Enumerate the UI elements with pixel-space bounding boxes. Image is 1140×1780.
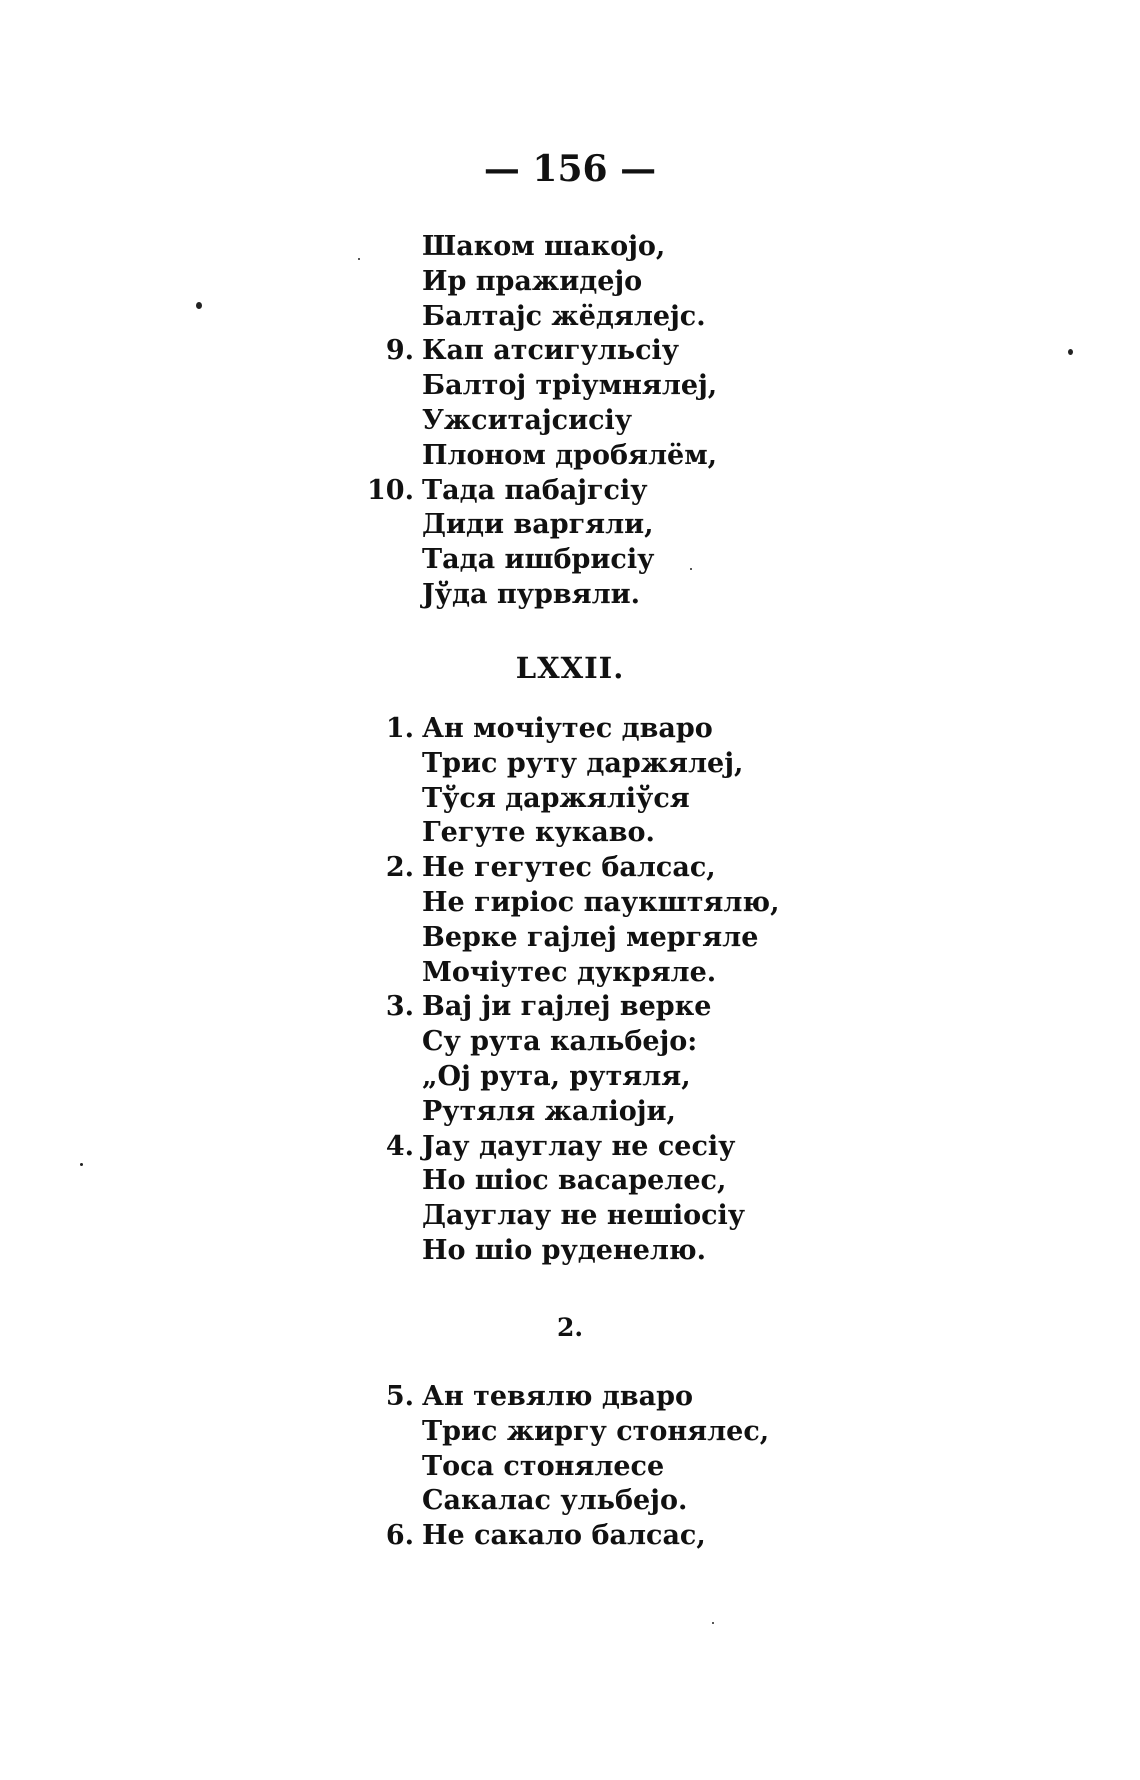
verse-line (360, 439, 880, 474)
verse-number: 3. (385, 991, 414, 1023)
section-heading: LXXII. (515, 651, 625, 685)
verse-text: Тада пабајгсіу (422, 474, 648, 506)
verse-line (360, 782, 880, 817)
verse-text: Плоном дробялём, (422, 439, 718, 471)
scan-speck (1068, 349, 1073, 355)
verse-text: Гегуте кукаво. (422, 817, 655, 849)
verse-block-2 (360, 712, 880, 1269)
verse-line (360, 474, 880, 509)
verse-line (360, 921, 880, 956)
verse-line (360, 369, 880, 404)
verse-text: Рутяля жаліоји, (422, 1095, 676, 1127)
verse-text: Не гегутес балсас, (422, 852, 716, 884)
verse-text: Тада ишбрисіу (422, 544, 655, 576)
verse-line (360, 578, 880, 613)
verse-text: Шаком шакојо, (422, 231, 666, 262)
verse-line (360, 1380, 880, 1415)
subsection-heading: 2. (556, 1313, 584, 1342)
verse-line (360, 508, 880, 543)
verse-line (360, 543, 880, 578)
verse-text: Кап атсигульсіу (422, 335, 680, 367)
verse-number: 10. (367, 474, 414, 506)
verse-line (360, 230, 880, 265)
verse-text: Вај ји гајлеј верке (422, 991, 712, 1023)
verse-text: Трис жиргу стонялес, (422, 1415, 770, 1447)
verse-line (360, 1234, 880, 1269)
verse-text: Ир пражидејо (422, 265, 643, 297)
verse-number: 1. (385, 713, 414, 744)
verse-line (360, 1060, 880, 1095)
verse-number: 4. (385, 1130, 414, 1162)
verse-number: 2. (385, 852, 414, 884)
verse-text: Не гиріос паукштялю, (422, 886, 780, 918)
verse-line (360, 747, 880, 782)
verse-text: Ан мочіутес дваро (422, 713, 713, 744)
scan-speck (690, 568, 692, 570)
verse-block-3 (360, 1380, 880, 1554)
verse-line (360, 956, 880, 991)
verse-number: 9. (385, 335, 414, 367)
verse-text: Сакалас ульбејо. (422, 1485, 688, 1517)
verse-line (360, 1164, 880, 1199)
verse-line (360, 712, 880, 747)
verse-line (360, 404, 880, 439)
verse-line (360, 816, 880, 851)
verse-text: Дауглау не нешіосіу (422, 1200, 746, 1232)
page-number: — 156 — (483, 148, 657, 190)
verse-text: Тоса стонялесе (422, 1450, 665, 1482)
verse-number: 6. (385, 1520, 414, 1552)
verse-line (360, 300, 880, 335)
verse-line (360, 1130, 880, 1165)
verse-line (360, 1484, 880, 1519)
scan-speck (80, 1163, 83, 1166)
verse-text: Ужситајсисіу (422, 404, 633, 436)
verse-text: Јўда пурвяли. (422, 578, 641, 610)
scan-speck (196, 302, 202, 309)
verse-line (360, 1025, 880, 1060)
verse-line (360, 1095, 880, 1130)
verse-text: Диди варгяли, (422, 509, 654, 541)
verse-text: Су рута кальбејо: (422, 1026, 698, 1058)
verse-line (360, 990, 880, 1025)
verse-line (360, 334, 880, 369)
verse-text: Јау дауглау не сесіу (422, 1130, 736, 1162)
verse-text: Балтајс жёдялејс. (422, 300, 706, 332)
verse-text: Но шіос васарелес, (422, 1165, 727, 1197)
verse-line (360, 1415, 880, 1450)
verse-line (360, 851, 880, 886)
verse-text: Верке гајлеј мергяле (422, 921, 759, 953)
verse-number: 5. (385, 1381, 414, 1412)
verse-text: Трис руту даржялеј, (422, 747, 744, 779)
verse-text: Тўся даржяліўся (422, 782, 690, 814)
verse-text: Но шіо руденелю. (422, 1234, 707, 1266)
verse-line (360, 1450, 880, 1485)
verse-line (360, 886, 880, 921)
scan-speck (712, 1622, 714, 1624)
verse-line (360, 1199, 880, 1234)
verse-text: Ан тевялю дваро (422, 1381, 694, 1412)
scan-speck (358, 258, 360, 260)
verse-line (360, 1519, 880, 1554)
verse-text: Не сакало балсас, (422, 1520, 706, 1552)
verse-block-1 (360, 230, 880, 613)
verse-text: Балтој тріумнялеј, (422, 370, 718, 402)
verse-text: „Ој рута, рутяля, (422, 1060, 691, 1092)
verse-line (360, 265, 880, 300)
verse-text: Мочіутес дукряле. (422, 956, 717, 988)
